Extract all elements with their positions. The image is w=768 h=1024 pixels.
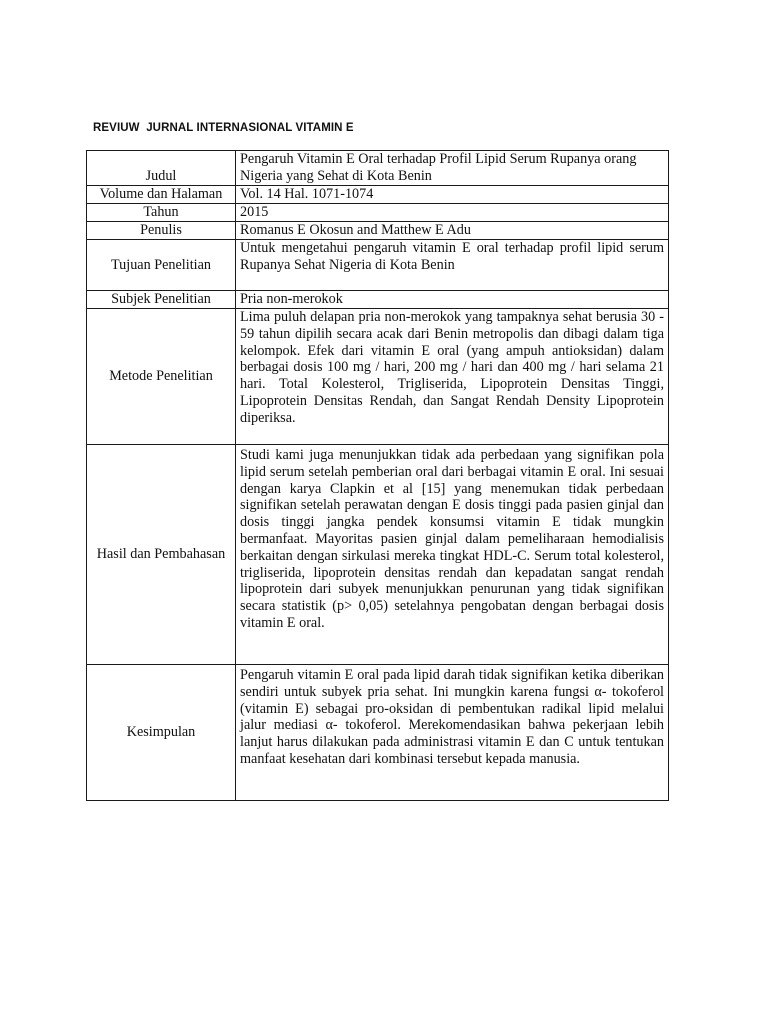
table-row-subjek [87,291,669,309]
row-value-tahun: 2015 [236,204,669,222]
row-value-tujuan: Untuk mengetahui pengaruh vitamin E oral terhadap profil lipid serum Rupanya Sehat Nigeria di Kota Benin [236,240,669,291]
row-label-judul: Judul [87,151,236,186]
row-label-kesimpulan: Kesimpulan [87,665,236,801]
row-label-metode: Metode Penelitian [87,309,236,445]
row-label-volume: Volume dan Halaman [87,186,236,204]
row-label-penulis: Penulis [87,222,236,240]
row-value-volume: Vol. 14 Hal. 1071-1074 [236,186,669,204]
table-row-penulis [87,222,669,240]
row-value-judul: Pengaruh Vitamin E Oral terhadap Profil Lipid Serum Rupanya orang Nigeria yang Sehat di Kota Benin [236,151,669,186]
row-label-tujuan: Tujuan Penelitian [87,240,236,291]
document-title: REVIUW JURNAL INTERNASIONAL VITAMIN E [93,122,354,134]
row-value-metode: Lima puluh delapan pria non-merokok yang tampaknya sehat berusia 30 - 59 tahun dipilih secara acak dari Benin metropolis dan dibagi dalam tiga kelompok. Efek dari vitamin E oral (yang ampuh antioksidan) dalam berbagai dosis 100 mg / hari, 200 mg / hari dan 400 mg / hari selama 21 hari. Total Kolesterol, Trigliserida, Lipoprotein Densitas Tinggi, Lipoprotein Densitas Rendah, dan Sangat Rendah Density Lipoprotein diperiksa. [236,309,669,445]
table-row-hasil [87,445,669,665]
row-value-penulis: Romanus E Okosun and Matthew E Adu [236,222,669,240]
row-label-tahun: Tahun [87,204,236,222]
table-row-judul [87,151,669,186]
row-value-hasil: Studi kami juga menunjukkan tidak ada perbedaan yang signifikan pola lipid serum setelah pemberian oral dari berbagai vitamin E oral. Ini sesuai dengan karya Clapkin et al [15] yang menemukan tidak perbedaan signifikan setelah perawatan dengan E dosis tinggi pada pasien ginjal dan dosis tinggi jangka pendek konsumsi vitamin E tidak mungkin bermanfaat. Mayoritas pasien ginjal dalam pemeliharaan hemodialisis berkaitan dengan sirkulasi mereka tingkat HDL-C. Serum total kolesterol, trigliserida, lipoprotein densitas rendah dan kepadatan sangat rendah lipoprotein dari subyek menunjukkan penurunan yang tidak signifikan secara statistik (p> 0,05) setelahnya pengobatan dengan berbagai dosis vitamin E oral. [236,445,669,665]
table-row-volume [87,186,669,204]
row-label-hasil: Hasil dan Pembahasan [87,445,236,665]
table-row-metode [87,309,669,445]
row-value-kesimpulan: Pengaruh vitamin E oral pada lipid darah tidak signifikan ketika diberikan sendiri untuk subyek pria sehat. Ini mungkin karena fungsi α- tokoferol (vitamin E) sebagai pro-oksidan di pembentukan radikal lipid melalui jalur mediasi α- tokoferol. Merekomendasikan bahwa pekerjaan lebih lanjut harus dilakukan pada administrasi vitamin E dan C untuk tentukan manfaat kesehatan dari kombinasi tersebut kepada manusia. [236,665,669,801]
table-row-kesimpulan [87,665,669,801]
review-table [86,150,669,801]
row-label-subjek: Subjek Penelitian [87,291,236,309]
table-row-tahun [87,204,669,222]
row-value-subjek: Pria non-merokok [236,291,669,309]
table-row-tujuan [87,240,669,291]
